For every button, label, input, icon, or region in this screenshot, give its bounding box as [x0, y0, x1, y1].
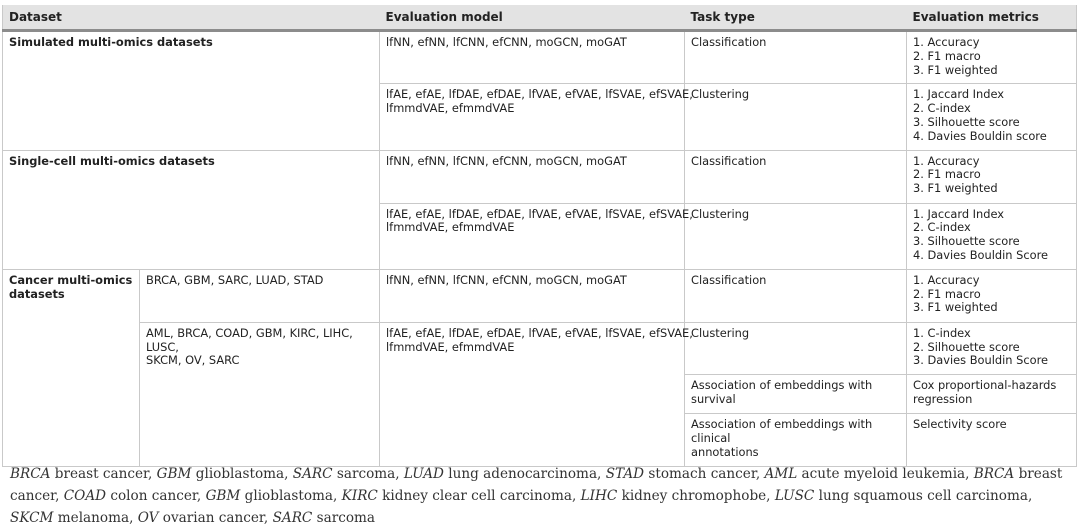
footnote-definition: breast cancer,	[10, 466, 1063, 504]
model-line: lfmmdVAE, efmmdVAE	[386, 220, 515, 235]
header-evaluation-model: Evaluation model	[380, 5, 685, 31]
dataset-simulated: Simulated multi-omics datasets	[3, 31, 380, 151]
header-dataset: Dataset	[3, 5, 380, 31]
metric-item: 1. Accuracy	[913, 35, 980, 49]
footnote-definition: colon cancer,	[106, 488, 206, 504]
table-row	[3, 322, 1077, 374]
footnote-definition: acute myeloid leukemia,	[797, 466, 974, 482]
footnote-abbreviation: GBM	[205, 488, 241, 504]
metric-item: 1. C-index	[913, 325, 971, 340]
footnote-definition: lung squamous cell carcinoma,	[814, 488, 1033, 504]
metrics-cell	[907, 269, 1077, 322]
model-cell	[380, 84, 693, 150]
metrics-cell	[907, 31, 1077, 84]
header-evaluation-metrics: Evaluation metrics	[907, 5, 1077, 31]
metric-item: 4. Davies Bouldin Score	[913, 247, 1049, 262]
metrics-cell	[907, 375, 1077, 414]
model-cell	[380, 322, 693, 466]
task-cell: Clustering	[685, 203, 907, 269]
metrics-cell	[907, 322, 1077, 374]
metric-item: 2. Silhouette score	[913, 339, 1020, 354]
metric-item: 1. Jaccard Index	[913, 87, 1005, 102]
footnote-definition: kidney chromophobe,	[617, 488, 775, 504]
footnote-abbreviation: STAD	[605, 466, 645, 482]
footnote-abbreviation: SARC	[292, 466, 333, 482]
footnote-definition: ovarian cancer,	[158, 510, 273, 526]
metric-item: 3. Silhouette score	[913, 114, 1020, 129]
metric-item: 3. Davies Bouldin Score	[913, 353, 1049, 368]
task-line: Association of embeddings with clinical	[691, 417, 873, 445]
table-row	[3, 31, 1077, 84]
metric-item: 2. F1 macro	[913, 48, 981, 63]
footnote-abbreviation: BRCA	[10, 466, 51, 482]
footnote-definition: sarcoma,	[332, 466, 404, 482]
footnote-abbreviation: LUSC	[774, 488, 815, 504]
footnote-abbreviation: GBM	[156, 466, 192, 482]
metric-item: 3. F1 weighted	[913, 62, 998, 77]
model-cell: lfNN, efNN, lfCNN, efCNN, moGCN, moGAT	[380, 31, 685, 84]
task-line: annotations	[691, 444, 759, 459]
table-footnote	[10, 463, 1070, 529]
header-row	[3, 5, 1077, 31]
dataset-cancer-line: datasets	[9, 286, 65, 301]
task-cell: Classification	[685, 269, 907, 322]
task-cell: Classification	[685, 31, 907, 84]
metrics-cell	[907, 150, 1077, 203]
footnote-definition: sarcoma	[312, 510, 376, 526]
metric-item: Cox proportional-hazards	[913, 378, 1057, 393]
metric-item: 4. Davies Bouldin score	[913, 128, 1047, 143]
footnote-abbreviation: AML	[764, 466, 798, 482]
metric-item: 2. C-index	[913, 101, 971, 116]
metrics-cell: Selectivity score	[907, 414, 1077, 466]
footnote-definition: breast cancer,	[50, 466, 157, 482]
table-row	[3, 150, 1077, 203]
footnote-definition: lung adenocarcinoma,	[443, 466, 606, 482]
task-cell: Clustering	[685, 322, 907, 374]
table-row	[3, 269, 1077, 322]
footnote-abbreviation: COAD	[63, 488, 107, 504]
footnote-abbreviation: BRCA	[973, 466, 1015, 482]
subset-cell: BRCA, GBM, SARC, LUAD, STAD	[140, 269, 380, 322]
metric-item: 2. F1 macro	[913, 286, 981, 301]
dataset-cancer-line: Cancer multi-omics	[9, 272, 133, 287]
footnote-abbreviation: OV	[137, 510, 159, 526]
model-cell	[380, 203, 693, 269]
metric-item: 1. Accuracy	[913, 153, 980, 168]
model-line: lfmmdVAE, efmmdVAE	[386, 339, 515, 354]
metrics-cell	[907, 203, 1077, 269]
footnote-abbreviation: SARC	[272, 510, 313, 526]
footnote-abbreviation: LUAD	[403, 466, 444, 482]
metric-item: 2. C-index	[913, 220, 971, 235]
model-line: lfmmdVAE, efmmdVAE	[386, 101, 515, 116]
dataset-single-cell: Single-cell multi-omics datasets	[3, 150, 380, 269]
task-cell	[685, 414, 907, 466]
metric-item: 1. Jaccard Index	[913, 206, 1005, 221]
footnote-definition: stomach cancer,	[644, 466, 765, 482]
model-cell: lfNN, efNN, lfCNN, efCNN, moGCN, moGAT	[380, 150, 685, 203]
subset-cell	[140, 322, 380, 466]
metric-item: 2. F1 macro	[913, 167, 981, 182]
task-line: Association of embeddings with	[691, 378, 873, 393]
footnote-definition: melanoma,	[53, 510, 138, 526]
metric-item: 3. F1 weighted	[913, 181, 998, 196]
model-line: lfAE, efAE, lfDAE, efDAE, lfVAE, efVAE, lfSVAE, efSVAE,	[386, 325, 693, 340]
model-line: lfAE, efAE, lfDAE, efDAE, lfVAE, efVAE, lfSVAE, efSVAE,	[386, 206, 693, 221]
model-cell: lfNN, efNN, lfCNN, efCNN, moGCN, moGAT	[380, 269, 685, 322]
metric-item: regression	[913, 391, 973, 406]
footnote-abbreviation: KIRC	[341, 488, 378, 504]
metric-item: 1. Accuracy	[913, 272, 980, 287]
task-cell: Classification	[685, 150, 907, 203]
metric-item: 3. Silhouette score	[913, 234, 1020, 249]
footnote-abbreviation: LIHC	[580, 488, 618, 504]
metrics-cell	[907, 84, 1077, 150]
footnote-abbreviation: SKCM	[10, 510, 54, 526]
footnote-definition: glioblastoma,	[191, 466, 293, 482]
footnote-definition: glioblastoma,	[240, 488, 342, 504]
model-line: lfAE, efAE, lfDAE, efDAE, lfVAE, efVAE, lfSVAE, efSVAE,	[386, 87, 693, 102]
task-cell	[685, 375, 907, 414]
subset-line: AML, BRCA, COAD, GBM, KIRC, LIHC, LUSC,	[146, 325, 353, 354]
task-line: survival	[691, 391, 736, 406]
metric-item: 3. F1 weighted	[913, 300, 998, 315]
header-task-type: Task type	[685, 5, 907, 31]
dataset-cancer	[3, 269, 140, 466]
subset-line: SKCM, OV, SARC	[146, 353, 240, 368]
task-cell: Clustering	[685, 84, 907, 150]
evaluation-table	[2, 5, 1077, 467]
footnote-definition: kidney clear cell carcinoma,	[377, 488, 581, 504]
